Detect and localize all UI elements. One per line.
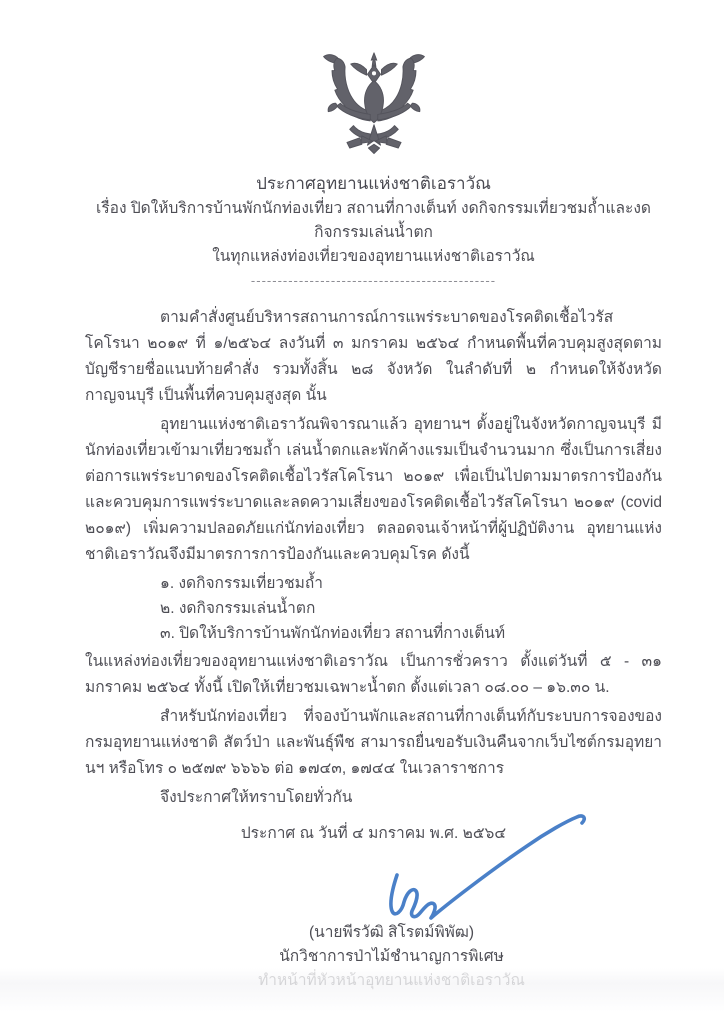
paragraph-preamble: ตามคำสั่งศูนย์บริหารสถานการณ์การแพร่ระบาดของโรคติดเชื้อไวรัสโคโรนา ๒๐๑๙ ที่ ๑/๒๕๖๔ ลงวันที่ ๓ มกราคม ๒๕๖๔ กำหนดพื้นที่ควบคุมสูงสุดตามบัญชีรายชื่อแนบท้ายคำสั่ง รวมทั้งสิ้น ๒๘ จังหวัด ในลำดับที่ ๒ กำหนดให้จังหวัดกาญจนบุรี เป็นพื้นที่ควบคุมสูงสุด นั้น [85,309,662,404]
signatory-name: (นายพีรวัฒิ สิโรตม์พิพัฒ) [308,924,475,941]
scan-artifact-band [0,968,724,1012]
subject-line-2: ในทุกแหล่งท่องเที่ยวของอุทยานแห่งชาติเอราวัณ [212,248,535,265]
paragraph-effective-period: ในแหล่งท่องเที่ยวของอุทยานแห่งชาติเอราวัณ เป็นการชั่วคราว ตั้งแต่วันที่ ๕ - ๓๑ มกราคม ๒๕๖๔ ทั้งนี้ เปิดให้เที่ยวชมเฉพาะน้ำตก ตั้งแต่เวลา ๐๘.๐๐ – ๑๖.๓๐ น. [85,653,662,696]
measure-item-1: ๑. งดกิจกรรมเที่ยวชมถ้ำ [160,575,323,592]
measure-item-3: ๓. ปิดให้บริการบ้านพักนักท่องเที่ยว สถานที่กางเต็นท์ [160,625,506,642]
measures-list [160,571,662,646]
garuda-icon [318,52,430,160]
paragraph-refund-info: สำหรับนักท่องเที่ยว ที่จองบ้านพักและสถานที่กางเต็นท์กับระบบการจองของกรมอุทยานแห่งชาติ สัตว์ป่า และพันธุ์พืช สามารถยื่นขอรับเงินคืนจากเว็บไซต์กรมอุทยานฯ หรือโทร ๐ ๒๕๗๙ ๖๖๖๖ ต่อ ๑๗๔๓, ๑๗๔๔ ในเวลาราชการ [85,708,662,777]
signatory-position: นักวิชาการป่าไม้ชำนาญการพิเศษ [279,948,504,965]
divider-dashes: ---------------------------------------------- [250,273,497,288]
subject-line-1: เรื่อง ปิดให้บริการบ้านพักนักท่องเที่ยว สถานที่กางเต็นท์ งดกิจกรรมเที่ยวชมถ้ำและงดกิจกรรมเล่นน้ำตก [96,200,651,241]
garuda-emblem [85,52,662,165]
measure-item-2: ๒. งดกิจกรรมเล่นน้ำตก [160,600,316,617]
closing-statement: จึงประกาศให้ทราบโดยทั่วกัน [160,789,353,806]
signature-area [85,847,662,921]
paragraph-consideration: อุทยานแห่งชาติเอราวัณพิจารณาแล้ว อุทยานฯ ตั้งอยู่ในจังหวัดกาญจนบุรี มีนักท่องเที่ยวเข้ามาเที่ยวชมถ้ำ เล่นน้ำตกและพักค้างแรมเป็นจำนวนมาก ซึ่งเป็นการเสี่ยงต่อการแพร่ระบาดของโรคติดเชื้อไวรัสโคโรนา ๒๐๑๙ เพื่อเป็นไปตามมาตรการป้องกันและควบคุมการแพร่ระบาดและลดความเสี่ยงของโรคติดเชื้อไวรัสโคโรนา ๒๐๑๙ (covid ๒๐๑๙) เพิ่มความปลอดภัยแก่นักท่องเที่ยว ตลอดจนเจ้าหน้าที่ผู้ปฏิบัติงาน อุทยานแห่งชาติเอราวัณจึงมีมาตรการการป้องกันและควบคุมโรค ดังนี้ [85,416,662,563]
announcement-date: ประกาศ ณ วันที่ ๔ มกราคม พ.ศ. ๒๕๖๔ [240,825,507,842]
document-title: ประกาศอุทยานแห่งชาติเอราวัณ [256,174,491,193]
